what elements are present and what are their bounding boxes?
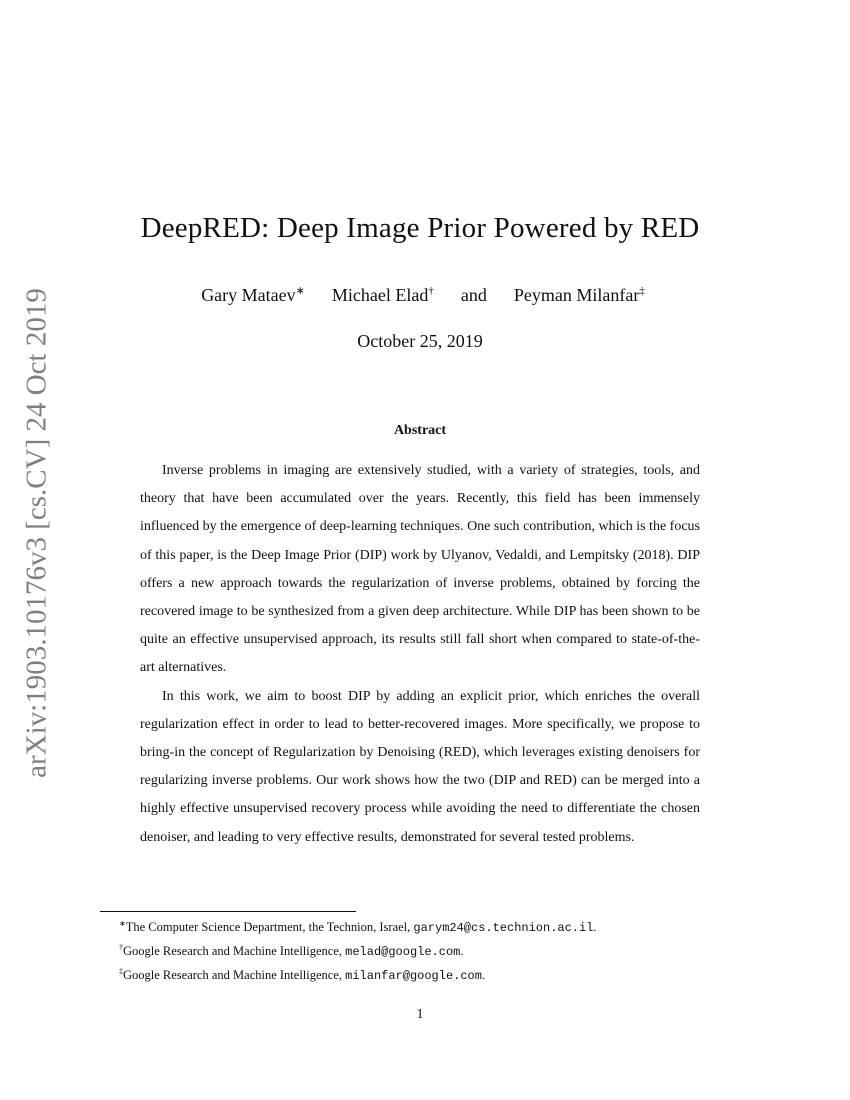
footnote-end: . bbox=[460, 944, 464, 959]
footnotes bbox=[119, 914, 759, 986]
author-affiliation-mark: † bbox=[428, 285, 434, 297]
page-number: 1 bbox=[416, 1007, 424, 1022]
author-conjunction: and bbox=[460, 285, 487, 305]
footnote-text: Google Research and Machine Intelligence, bbox=[123, 944, 346, 959]
paper-title: DeepRED: Deep Image Prior Powered by RED bbox=[140, 212, 700, 244]
footnote-rule bbox=[100, 911, 356, 912]
footnote-text: Google Research and Machine Intelligence, bbox=[123, 968, 346, 983]
footnote-text: The Computer Science Department, the Technion, Israel, bbox=[125, 920, 414, 935]
footnote bbox=[119, 914, 759, 938]
abstract-paragraph: Inverse problems in imaging are extensively studied, with a variety of strategies, tools, and theory that have been accumulated over the years. Recently, this field has been immensely influenced by the emergence of deep-learning techniques. One such contribution, which is the focus of this paper, is the Deep Image Prior (DIP) work by Ulyanov, Vedaldi, and Lempitsky (2018). DIP offers a new approach towards the regularization of inverse problems, obtained by forcing the recovered image to be synthesized from a given deep architecture. While DIP has been shown to be quite an effective unsupervised approach, its results still fall short when compared to state-of-the-art alternatives. bbox=[140, 463, 700, 676]
author-affiliation-mark: ∗ bbox=[295, 285, 305, 297]
footnote-end: . bbox=[593, 920, 597, 935]
footnote-end: . bbox=[481, 968, 486, 983]
author-name: Michael Elad bbox=[331, 285, 429, 305]
author-name: Peyman Milanfar bbox=[513, 285, 640, 305]
footnote-mark: ‡ bbox=[119, 967, 123, 977]
author-affiliation-mark: ‡ bbox=[639, 285, 645, 297]
footnote-email-link[interactable]: garym24@cs.technion.ac.il bbox=[413, 921, 594, 936]
arxiv-identifier-stamp: arXiv:1903.10176v3 [cs.CV] 24 Oct 2019 bbox=[20, 288, 53, 778]
publication-date: October 25, 2019 bbox=[357, 331, 483, 351]
footnote-mark: † bbox=[119, 943, 123, 953]
author-list bbox=[0, 284, 846, 306]
footnote-mark: ∗ bbox=[119, 919, 126, 928]
abstract-body bbox=[140, 457, 700, 852]
footnote bbox=[119, 962, 759, 986]
footnote-email-link[interactable]: milanfar@google.com bbox=[345, 969, 482, 984]
abstract-paragraph: In this work, we aim to boost DIP by adding an explicit prior, which enriches the overall regularization effect in order to lead to better-recovered images. More specifically, we propose to bring-in the concept of Regularization by Denoising (RED), which leverages existing denoisers for regularizing inverse problems. Our work shows how the two (DIP and RED) can be merged into a highly effective unsupervised recovery process while avoiding the need to differentiate the chosen denoiser, and leading to very effective results, demonstrated for several tested problems. bbox=[140, 688, 700, 845]
abstract-heading: Abstract bbox=[393, 423, 447, 438]
author-name: Gary Mataev bbox=[201, 285, 296, 305]
footnote bbox=[119, 938, 759, 962]
footnote-email-link[interactable]: melad@google.com bbox=[345, 945, 461, 960]
